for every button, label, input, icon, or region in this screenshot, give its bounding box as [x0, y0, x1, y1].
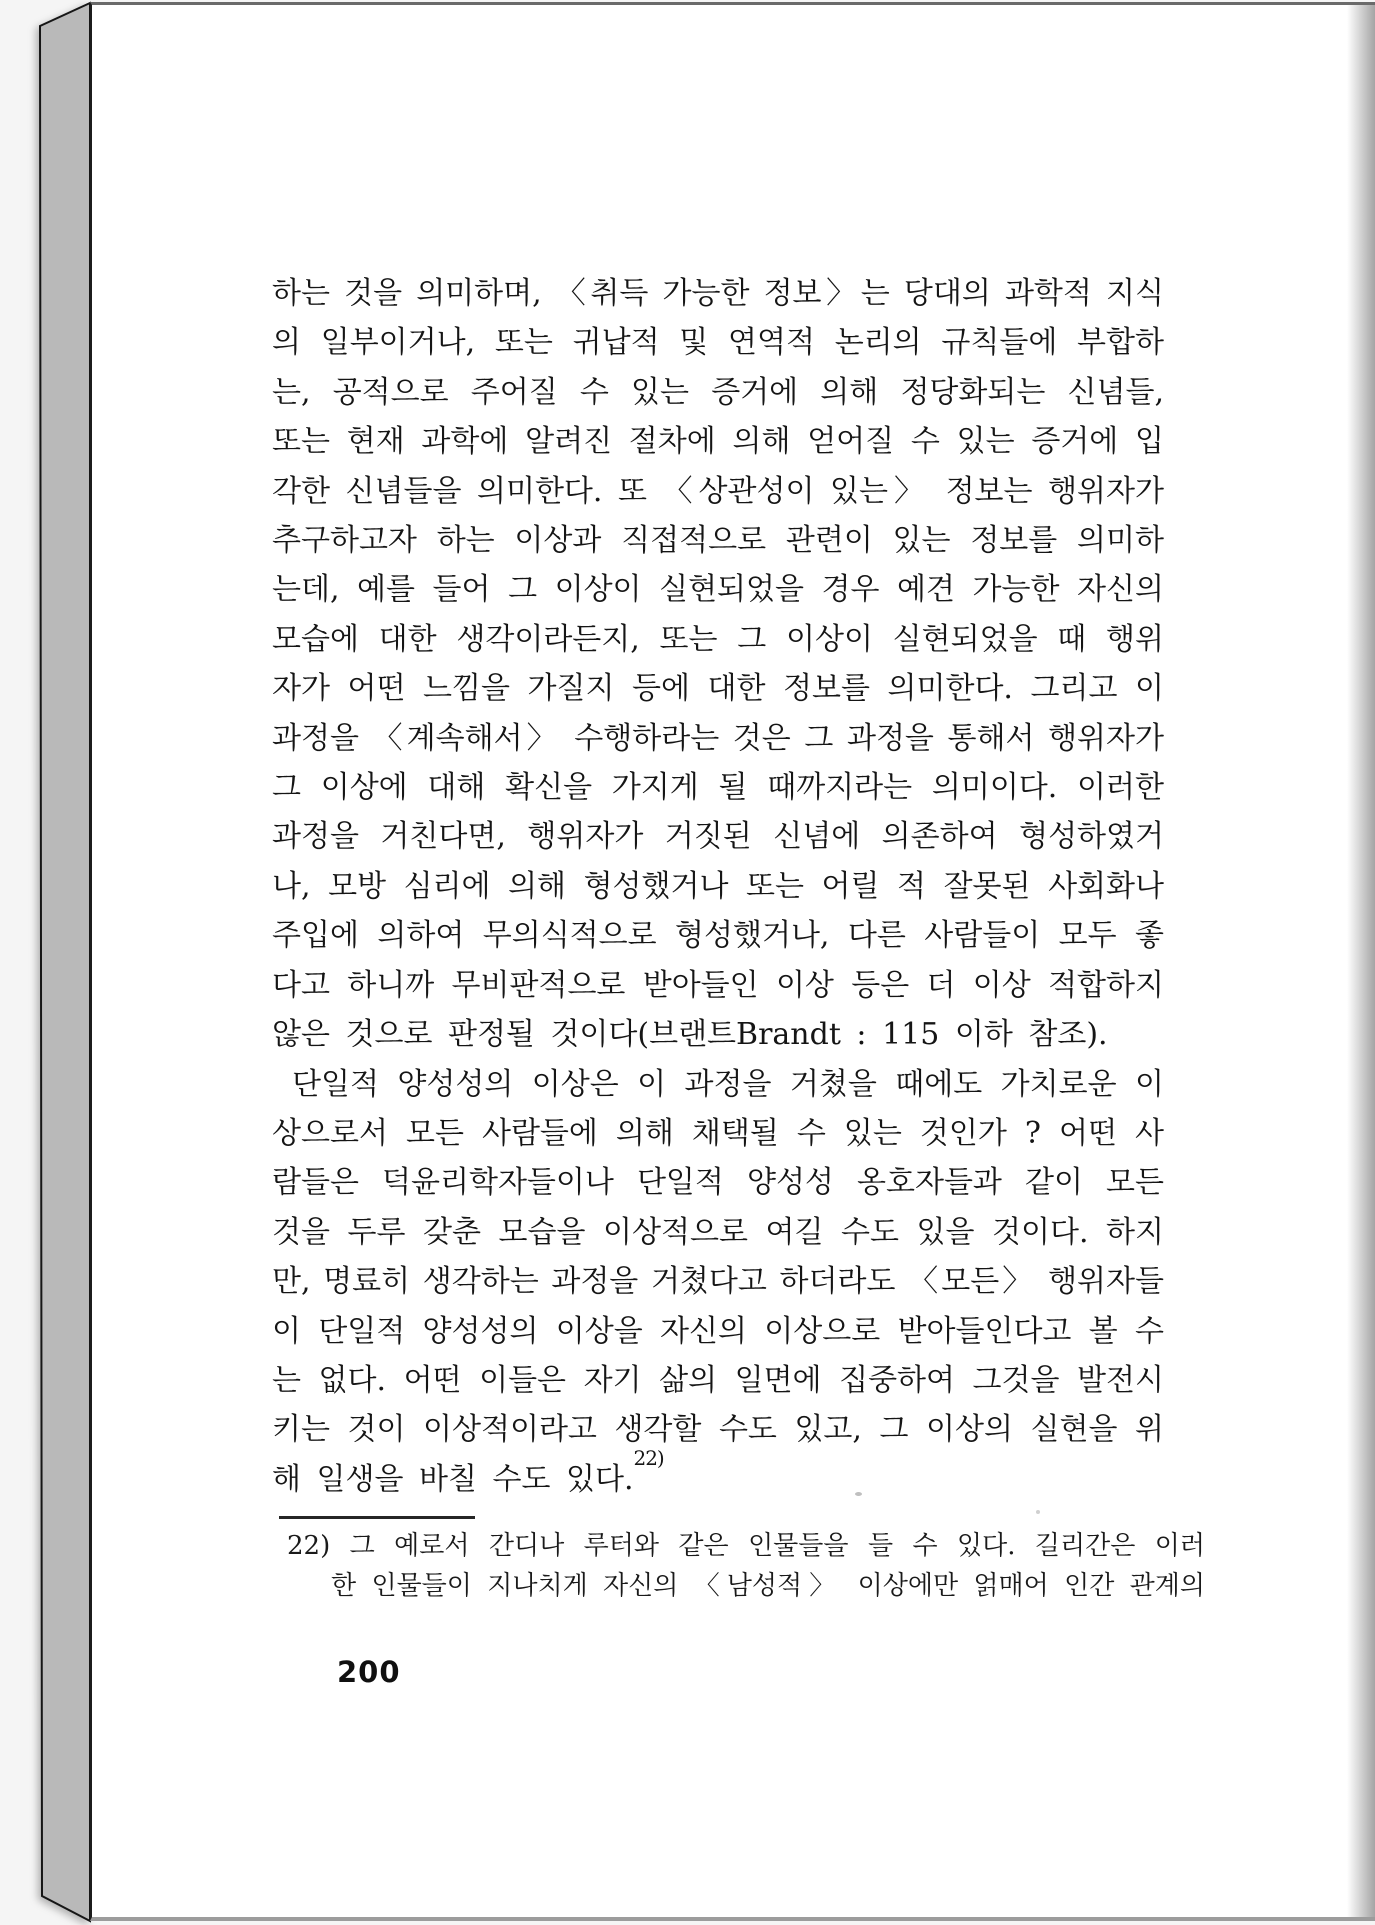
- page-number: 200: [337, 1655, 401, 1689]
- scan-artifact: [855, 1492, 862, 1496]
- text-line: 해 일생을 바칠 수도 있다.$^{22)}$: [272, 1445, 664, 1497]
- text-line: 나, 모방 심리에 의해 형성했거나 또는 어릴 적 잘못된 사회화나: [272, 868, 1164, 904]
- text-line: 각한 신념들을 의미한다. 또 〈상관성이 있는〉 정보는 행위자가: [272, 473, 1164, 509]
- text-line: 않은 것으로 판정될 것이다(브랜트Brandt : 115 이하 참조).: [272, 1017, 1108, 1053]
- text-line: 다고 하니까 무비판적으로 받아들인 이상 등은 더 이상 적합하지: [272, 967, 1164, 1003]
- text-line: 의 일부이거나, 또는 귀납적 및 연역적 논리의 규칙들에 부합하: [272, 325, 1164, 361]
- text-line: 것을 두루 갖춘 모습을 이상적으로 여길 수도 있을 것이다. 하지: [272, 1214, 1164, 1250]
- text-line: 만, 명료히 생각하는 과정을 거쳤다고 하더라도 〈모든〉 행위자들: [272, 1264, 1164, 1300]
- footnote-reference: 22): [633, 1445, 664, 1470]
- text-line: 주입에 의하여 무의식적으로 형성했거나, 다른 사람들이 모두 좋: [272, 918, 1164, 954]
- text-line: 추구하고자 하는 이상과 직접적으로 관련이 있는 정보를 의미하: [272, 523, 1164, 559]
- text-line: 이 단일적 양성성의 이상을 자신의 이상으로 받아들인다고 볼 수: [272, 1313, 1164, 1349]
- scan-artifact: [1036, 1510, 1040, 1514]
- text-line: 는 없다. 어떤 이들은 자기 삶의 일면에 집중하여 그것을 발전시: [272, 1362, 1164, 1398]
- text-line: 단일적 양성성의 이상은 이 과정을 거쳤을 때에도 가치로운 이: [292, 1066, 1164, 1102]
- text-line: 상으로서 모든 사람들에 의해 채택될 수 있는 것인가 ? 어떤 사: [272, 1115, 1164, 1151]
- body-text: [272, 269, 1164, 1504]
- text-line: 람들은 덕윤리학자들이나 단일적 양성성 옹호자들과 같이 모든: [272, 1165, 1164, 1201]
- footnote: [287, 1526, 1205, 1606]
- page: [90, 2, 1375, 1921]
- footnote-separator: [279, 1516, 475, 1519]
- text-line: 22) 그 예로서 간디나 루터와 같은 인물들을 들 수 있다. 길리간은 이러: [287, 1531, 1205, 1561]
- text-line: 또는 현재 과학에 알려진 절차에 의해 얻어질 수 있는 증거에 입: [272, 424, 1164, 460]
- text-line: 는데, 예를 들어 그 이상이 실현되었을 경우 예견 가능한 자신의: [272, 572, 1164, 608]
- text-line: 한 인물들이 지나치게 자신의 〈남성적〉 이상에만 얽매어 인간 관계의: [331, 1571, 1205, 1601]
- text-line: 과정을 거친다면, 행위자가 거짓된 신념에 의존하여 형성하였거: [272, 819, 1164, 855]
- text-line: 키는 것이 이상적이라고 생각할 수도 있고, 그 이상의 실현을 위: [272, 1412, 1164, 1448]
- text-line: 는, 공적으로 주어질 수 있는 증거에 의해 정당화되는 신념들,: [272, 374, 1164, 410]
- text-line: 그 이상에 대해 확신을 가지게 될 때까지라는 의미이다. 이러한: [272, 770, 1164, 806]
- text-line: 자가 어떤 느낌을 가질지 등에 대한 정보를 의미한다. 그리고 이: [272, 671, 1164, 707]
- text-line: 과정을 〈계속해서〉 수행하라는 것은 그 과정을 통해서 행위자가: [272, 720, 1164, 756]
- text-line: 모습에 대한 생각이라든지, 또는 그 이상이 실현되었을 때 행위: [272, 621, 1164, 657]
- text-line: 하는 것을 의미하며, 〈취득 가능한 정보〉는 당대의 과학적 지식: [272, 276, 1164, 311]
